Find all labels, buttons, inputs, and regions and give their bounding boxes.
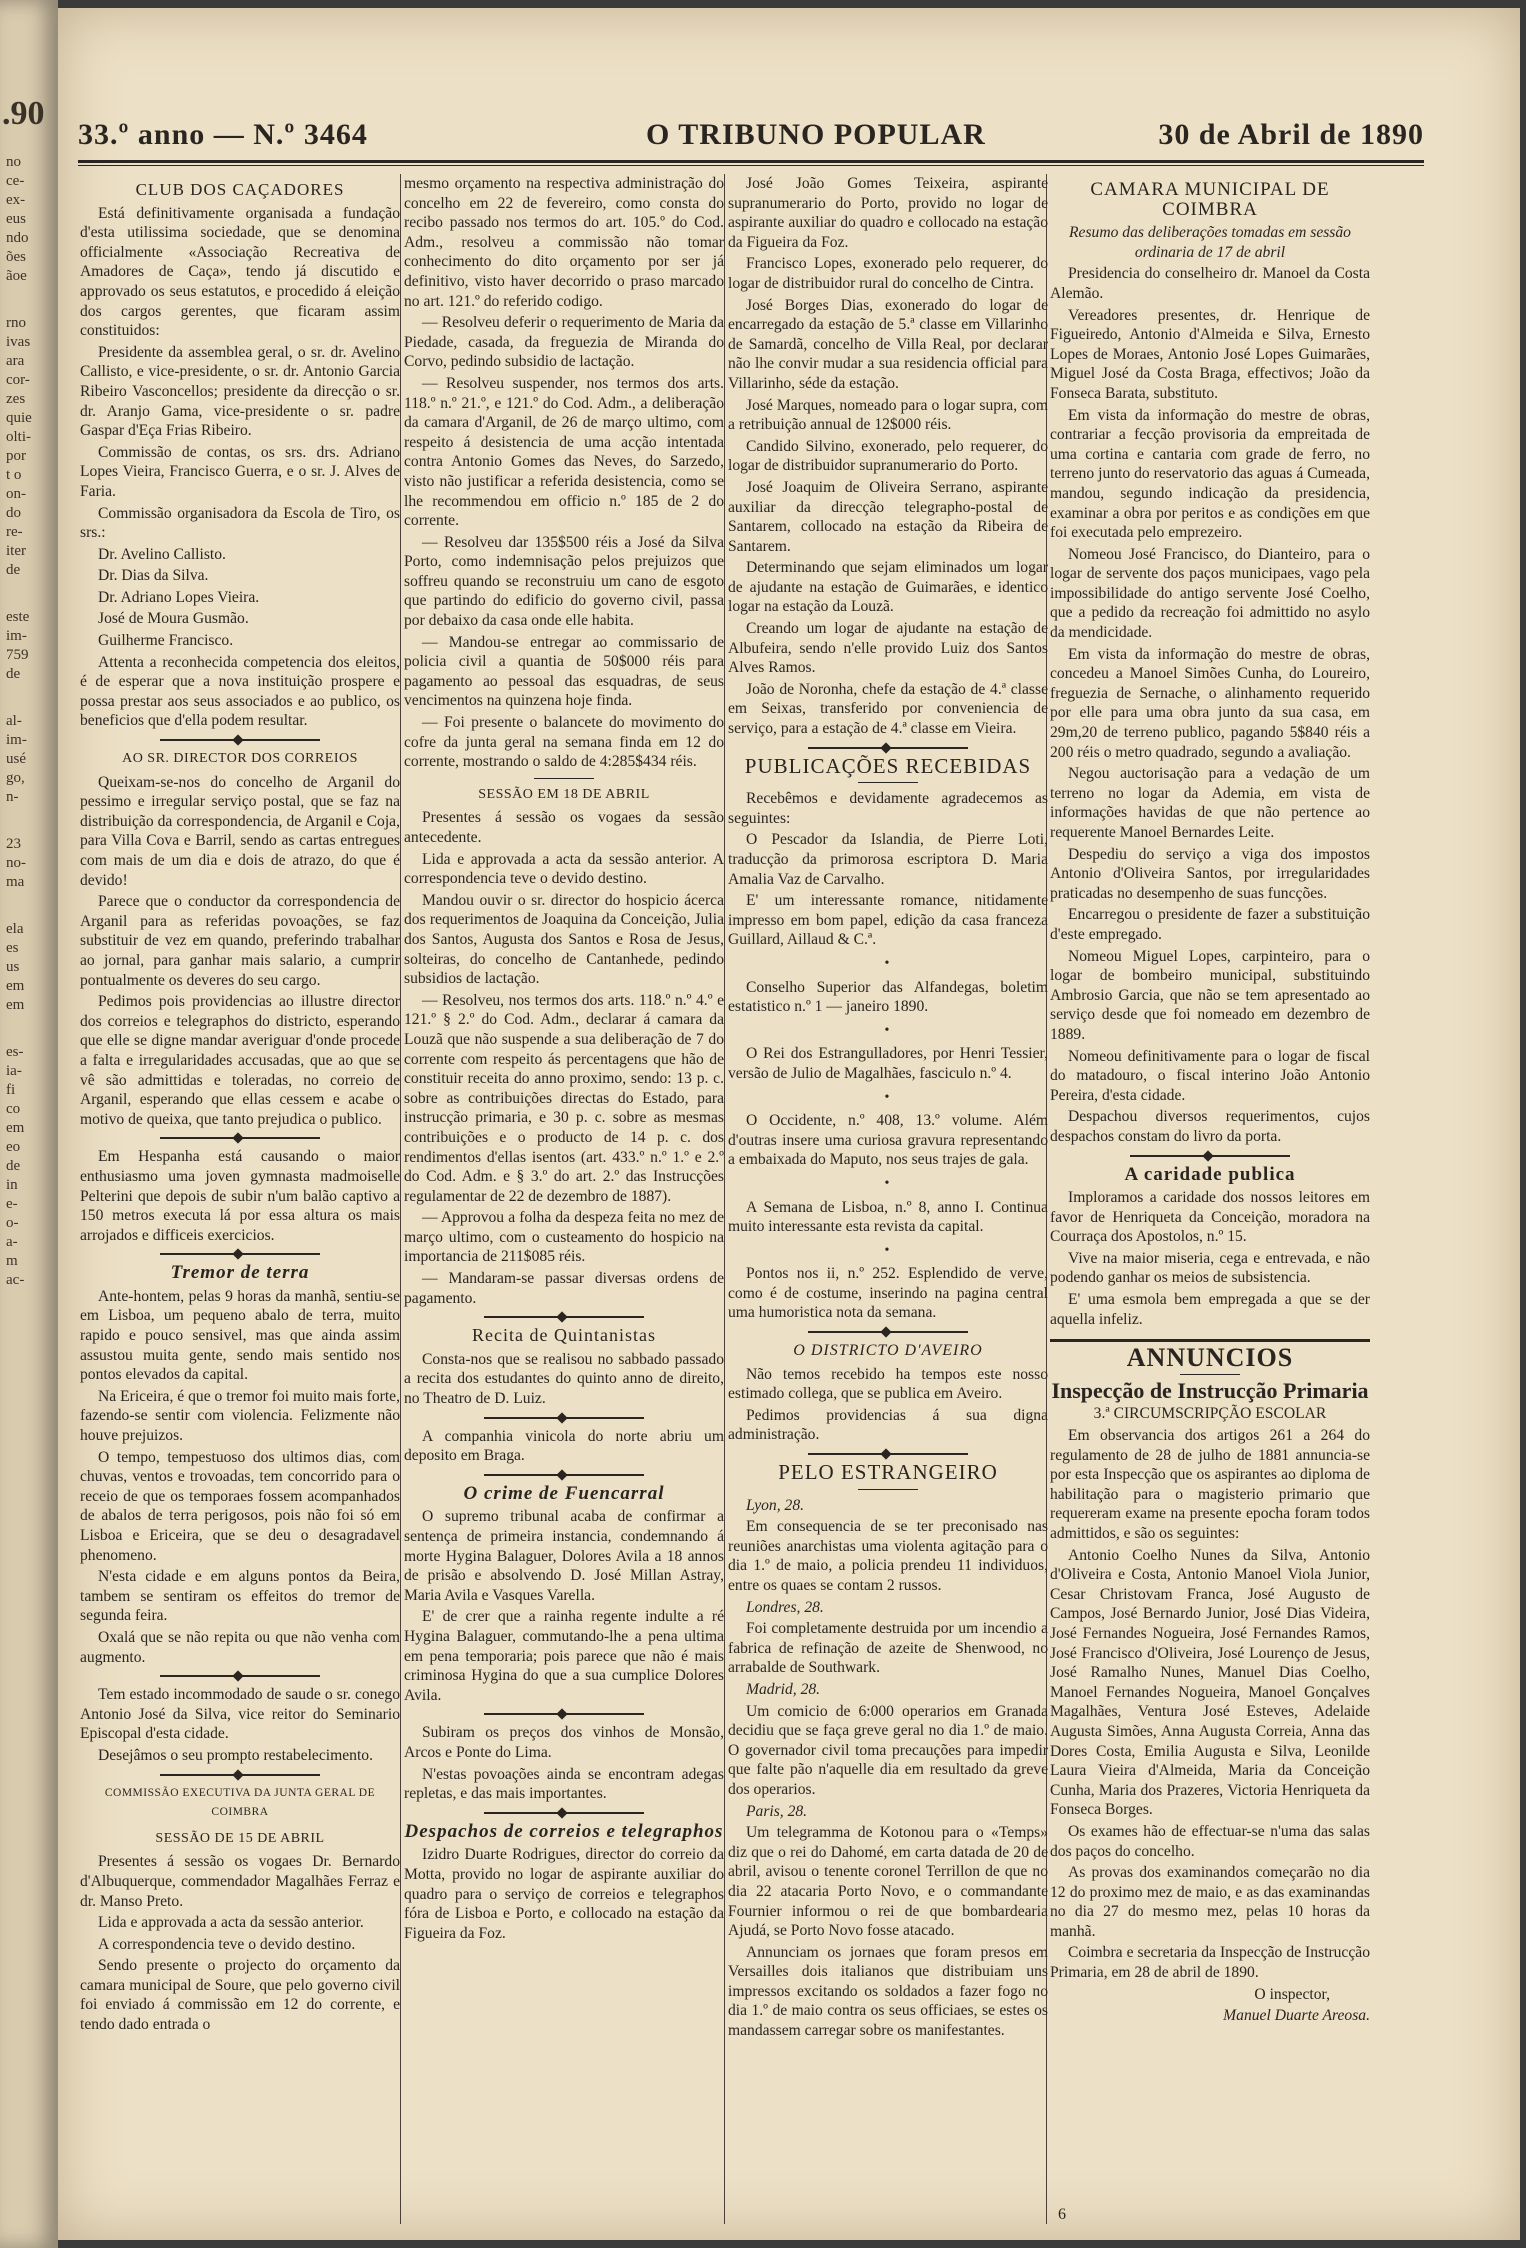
margin-fragment: quie bbox=[6, 410, 32, 426]
margin-fragment: .90 bbox=[2, 95, 45, 132]
margin-fragment: eus bbox=[6, 211, 26, 227]
paragraph: Em vista da informação do mestre de obras, concedeu a Manoel Simões Cunha, do Loureiro, freguezia de Sernache, o alinhamento requerido por elle para uma obra junto da sua casa, em 29m,20 de terreno publico, pagando 5$840 réis a 200 réis o metro quadrado, segundo a avaliação. bbox=[1050, 645, 1370, 761]
margin-fragment: es- bbox=[6, 1044, 24, 1060]
paragraph: — Mandaram-se passar diversas ordens de pagamento. bbox=[404, 1270, 724, 1307]
ad-heading: Inspecção de Instrucção Primaria bbox=[1051, 1377, 1369, 1403]
paragraph: Ante-hontem, pelas 9 horas da manhã, sentiu-se em Lisboa, um pequeno abalo de terra, muito rapido e pouco sensivel, mas que ainda assim assustou muita gente, sendo mais sentido nos pontos elevados da capital. bbox=[80, 1287, 400, 1384]
dateline: Paris, 28. bbox=[746, 1802, 808, 1820]
paragraph: Conselho Superior das Alfandegas, boletim estatistico n.º 1 — janeiro 1890. bbox=[728, 978, 1048, 1016]
margin-fragment: m bbox=[6, 1253, 18, 1269]
paragraph: As provas dos examinandos começarão no dia 12 do proximo mez de maio, e as das examinandas no dia 27 do mesmo mez, pelas 10 horas da manhã. bbox=[1050, 1864, 1370, 1940]
paragraph: Commissão de contas, os srs. drs. Adriano Lopes Vieira, Francisco Guerra, e o sr. J. Alves de Faria. bbox=[80, 443, 400, 500]
margin-fragment: em bbox=[6, 978, 25, 994]
paragraph: Annunciam os jornaes que foram presos em Versailles dois italianos que distribuiam uns impressos excitando os soldados a fazer fogo no dia 1.º de maio contra os seus officiaes, se estes os mandassem carregar sobre os manifestantes. bbox=[728, 1943, 1048, 2040]
paragraph: E' de crer que a rainha regente indulte a ré Hygina Balaguer, commutando-lhe a pena ultima em pena temporaria; pois parece que não é mais criminosa Hygina do que a sua cumplice Dolores Avila. bbox=[404, 1608, 724, 1704]
paragraph: Está definitivamente organisada a fundação d'esta utilissima sociedade, que se denomina officialmente «Associação Recreativa de Amadores de Caça», tendo já discutido e approvado os seus estatutos, e procedido á eleição dos cargos gerentes, que ficaram assim constituidos: bbox=[80, 204, 400, 340]
margin-fragment: de bbox=[6, 666, 21, 682]
margin-fragment: ac- bbox=[6, 1272, 25, 1288]
name-line: Dr. Dias da Silva. bbox=[98, 567, 209, 585]
paragraph: — Resolveu suspender, nos termos dos arts. 118.º n.º 21.º, e 121.º do Cod. Adm., a deliberação da camara d'Arganil, de 26 de março ultimo, com respeito á desistencia de uma acção intentada contra Antonio Gomes das Neves, do Sarzedo, visto não justificar a referida desistencia, como se lhe recommendou em officio n.º 185 de 2 do corrente. bbox=[404, 374, 724, 530]
margin-fragment: ãoe bbox=[6, 268, 27, 284]
paragraph: A companhia vinicola do norte abriu um deposito em Braga. bbox=[404, 1427, 724, 1465]
article-heading: Despachos de correios e telegraphos bbox=[404, 1820, 724, 1842]
paragraph: Nomeou José Francisco, do Dianteiro, para o logar de servente dos paços municipaes, vago pela impossibilidade do antigo servente José Coelho, que a pedido da recreação foi admittido no asylo da mendicidade. bbox=[1050, 545, 1370, 642]
paragraph: Presidencia do conselheiro dr. Manoel da Costa Alemão. bbox=[1050, 265, 1370, 302]
paragraph: Pedimos providencias á sua digna administração. bbox=[728, 1406, 1048, 1444]
column-3 bbox=[728, 174, 1048, 2043]
margin-fragment: n- bbox=[6, 789, 19, 805]
ad-subheading: 3.ª CIRCUMSCRIPÇÃO ESCOLAR bbox=[1093, 1405, 1327, 1423]
name-line: Guilherme Francisco. bbox=[98, 632, 234, 650]
margin-fragment: t o bbox=[6, 467, 22, 483]
paragraph: O supremo tribunal acaba de confirmar a sentença de primeira instancia, condemnando á morte Hygina Balaguer, Dolores Avila a 18 annos de prisão e absolvendo D. José Millan Astray, Maria Avila e Vasques Varella. bbox=[404, 1508, 724, 1604]
paragraph: Não temos recebido ha tempos este nosso estimado collega, que se publica em Aveiro. bbox=[728, 1365, 1048, 1403]
article-heading: Recita de Quintanistas bbox=[472, 1325, 656, 1346]
paragraph: Commissão organisadora da Escola de Tiro, os srs.: bbox=[80, 504, 400, 542]
paragraph: Tem estado incommodado de saude o sr. conego Antonio José da Silva, vice reitor do Seminario Episcopal d'esta cidade. bbox=[80, 1686, 400, 1743]
margin-fragment: cor- bbox=[6, 372, 30, 388]
article-heading: CLUB DOS CAÇADORES bbox=[135, 180, 345, 199]
newspaper-page bbox=[58, 8, 1520, 2240]
margin-fragment: ex- bbox=[6, 192, 26, 208]
margin-fragment: ela bbox=[6, 921, 24, 937]
paragraph: Candido Silvino, exonerado, pelo requerer, do logar de distribuidor supranumerario do Porto. bbox=[728, 437, 1048, 475]
name-line: José de Moura Gusmão. bbox=[98, 610, 249, 628]
paragraph: Os exames hão de effectuar-se n'uma das salas dos paços do concelho. bbox=[1050, 1822, 1370, 1860]
ornament-divider bbox=[808, 1331, 968, 1333]
paragraph: O Occidente, n.º 408, 13.º volume. Além d'outras insere uma curiosa gravura representando a embaixada do Maputo, nos seus trajes de gala. bbox=[728, 1112, 1048, 1169]
paragraph: Em Hespanha está causando o maior enthusiasmo uma joven gymnasta madmoiselle Pelterini que depois de subir n'um balão captivo a 150 metros executa lá por essa altura os mais arrojados e difficeis exercicios. bbox=[80, 1148, 400, 1244]
margin-fragment: em bbox=[6, 997, 25, 1013]
ornament-divider bbox=[160, 1253, 320, 1255]
margin-fragment: ões bbox=[6, 249, 26, 265]
paragraph: A correspondencia teve o devido destino. bbox=[98, 1935, 356, 1953]
column-2 bbox=[404, 174, 724, 1945]
margin-fragment: im- bbox=[6, 732, 27, 748]
paragraph: — Approvou a folha da despeza feita no mez de março ultimo, com o custeamento do hospicio na importancia de 211$085 réis. bbox=[404, 1209, 724, 1266]
margin-fragment: 759 bbox=[6, 647, 29, 663]
ornament-divider bbox=[484, 1417, 644, 1419]
signature-title: O inspector, bbox=[1254, 1985, 1330, 2003]
margin-fragment: por bbox=[6, 448, 26, 464]
paragraph: E' um interessante romance, nitidamente impresso em bom papel, edição da casa franceza Guillard, Aillaud & C.ª. bbox=[728, 892, 1048, 949]
paragraph: Na Ericeira, é que o tremor foi muito mais forte, fazendo-se sentir com violencia. Felizmente não houve prejuizos. bbox=[80, 1387, 400, 1445]
paragraph: Pedimos pois providencias ao illustre director dos correios e telegraphos do districto, esperando que elle se digne mandar averiguar d'onde procede a falta e irregularidades accusadas, que ao que se vê são admittidas e toleradas, no correio de Arganil, esperando que ellas cessem e acabe o motivo de queixa, que tanto prejudica o publico. bbox=[80, 993, 400, 1128]
dateline: Madrid, 28. bbox=[746, 1680, 821, 1698]
paragraph: Foi completamente destruida por um incendio a fabrica de refinação de azeite de Shenwood, no arrabalde de Southwark. bbox=[728, 1620, 1048, 1677]
paragraph: Nomeou Miguel Lopes, carpinteiro, para o logar de bombeiro municipal, substituindo Ambrosio Garcia, que não se tem apresentado ao serviço desde que foi nomeado em dezembro de 1889. bbox=[1050, 947, 1370, 1043]
paragraph: Um telegramma de Kotonou para o «Temps» diz que o rei do Dahomé, em carta datada de 20 de abril, avisou o tenente coronel Terrillon de que no dia 22 atacaria Porto Novo, e o commandante Fournier informou o rei de que bombardearia Ajudá, se Porto Novo fosse atacado. bbox=[728, 1824, 1048, 1940]
paragraph: José Marques, nomeado para o logar supra, com a retribuição annual de 12$000 réis. bbox=[728, 396, 1048, 434]
article-subheading: Resumo das deliberações tomadas em sessão ordinaria de 17 de abril bbox=[1069, 224, 1351, 261]
paragraph: A Semana de Lisboa, n.º 8, anno I. Continua muito interessante esta revista da capital. bbox=[728, 1198, 1048, 1236]
short-rule bbox=[1180, 1374, 1240, 1375]
paragraph: N'estas povoações ainda se encontram adegas repletas, e das mais importantes. bbox=[404, 1765, 724, 1803]
paragraph: Despediu do serviço a viga dos impostos Antonio d'Oliveira Santos, por irregularidades praticadas no desempenho de suas funcções. bbox=[1050, 845, 1370, 902]
margin-fragment: e- bbox=[6, 1196, 18, 1212]
paragraph: Vive na maior miseria, cega e entrevada, e não podendo ganhar os meios de subsistencia. bbox=[1050, 1249, 1370, 1287]
margin-fragment: rno bbox=[6, 315, 26, 331]
paragraph: Lida e approvada a acta da sessão anterior. A correspondencia teve o devido destino. bbox=[404, 850, 724, 888]
paragraph: Subiram os preços dos vinhos de Monsão, Arcos e Ponte do Lima. bbox=[404, 1724, 724, 1761]
short-rule bbox=[858, 782, 918, 783]
margin-fragment: o- bbox=[6, 1215, 19, 1231]
paragraph: — Foi presente o balancete do movimento do cofre da junta geral na semana finda em 12 do corrente, mostrando o saldo de 4:285$434 réis. bbox=[404, 714, 724, 771]
margin-fragment: go, bbox=[6, 770, 25, 786]
small-separator: • bbox=[884, 1022, 892, 1038]
ornament-divider bbox=[160, 739, 320, 741]
paragraph: Izidro Duarte Rodrigues, director do correio da Motta, provido no logar de aspirante auxiliar do quadro para o serviço de correios e telegraphos fóra de Lisboa e Porto, e collocado na estação da Figueira da Foz. bbox=[404, 1846, 724, 1942]
name-line: Dr. Avelino Callisto. bbox=[98, 545, 226, 563]
header-rule bbox=[78, 160, 1424, 163]
margin-fragment: co bbox=[6, 1101, 21, 1117]
paragraph: Em vista da informação do mestre de obras, contrariar a fecção provisoria da empreitada de uma cortina e cantaria com grade de ferro, no terreno junto do reservatorio das aguas á Cumeada, mandou, segundo indicação da presidencia, examinar a obra por peritos e as condições em que foi executada pelo emprezeiro. bbox=[1050, 406, 1370, 542]
margin-fragment: ia- bbox=[6, 1063, 22, 1079]
margin-fragment: ara bbox=[6, 353, 25, 369]
dateline: Londres, 28. bbox=[746, 1598, 824, 1616]
small-separator: • bbox=[884, 1175, 892, 1191]
ornament-divider bbox=[484, 1316, 644, 1318]
masthead bbox=[78, 118, 1424, 158]
margin-fragment: iter bbox=[6, 543, 26, 559]
name-line: Dr. Adriano Lopes Vieira. bbox=[98, 588, 260, 606]
paragraph: Pontos nos ii, n.º 252. Esplendido de verve, como é de costume, inserindo na pagina central uma humoristica nota da semana. bbox=[728, 1265, 1048, 1322]
paragraph: Nomeou definitivamente para o logar de fiscal do matadouro, o fiscal interino João Antonio Pereira, d'esta cidade. bbox=[1050, 1047, 1370, 1104]
margin-fragment: es bbox=[6, 940, 19, 956]
margin-fragment: eo bbox=[6, 1139, 21, 1155]
article-subheading: SESSÃO EM 18 DE ABRIL bbox=[478, 786, 650, 802]
margin-fragment: on- bbox=[6, 486, 26, 502]
paragraph: — Resolveu deferir o requerimento de Maria da Piedade, casada, da freguezia de Miranda do Corvo, pedindo subsidio de lactação. bbox=[404, 314, 724, 371]
article-heading: Tremor de terra bbox=[170, 1262, 310, 1284]
paragraph: Sendo presente o projecto do orçamento da camara municipal de Soure, que pelo governo civil foi enviado á commissão em 12 do corrente, e tendo dado entrada o bbox=[80, 1957, 400, 2034]
paragraph: Parece que o conductor da correspondencia de Arganil para as referidas povoações, se faz substituir de vez em quando, preferindo trabalhar ao jornal, para ganhar mais salario, a cumprir pontualmente os deveres do seu cargo. bbox=[80, 893, 400, 989]
short-rule bbox=[534, 778, 594, 779]
article-heading: O DISTRICTO D'AVEIRO bbox=[793, 1342, 983, 1360]
margin-fragment: ndo bbox=[6, 230, 29, 246]
header-rule-thin bbox=[78, 165, 1424, 166]
paragraph: Consta-nos que se realisou no sabbado passado a recita dos estudantes do quinto anno de direito, no Theatro de D. Luiz. bbox=[404, 1350, 724, 1408]
small-separator: • bbox=[884, 1089, 892, 1105]
paragraph: Queixam-se-nos do concelho de Arganil do pessimo e irregular serviço postal, que se faz na distribuição da correspondencia, de Arganil e Coja, para Villa Cova e Barril, sendo as cartas entregues com mais de um dia e dois de atrazo, do que é devido! bbox=[80, 773, 400, 889]
margin-fragment: usé bbox=[6, 751, 26, 767]
margin-fragment: ivas bbox=[6, 334, 31, 350]
article-heading: A caridade publica bbox=[1124, 1163, 1296, 1185]
paragraph: — Mandou-se entregar ao commissario de policia civil a quantia de 50$000 réis para pagamento ao pessoal das esquadras, de seus vencimentos na quinzena hoje finda. bbox=[404, 633, 724, 710]
paragraph: Imploramos a caridade dos nossos leitores em favor de Henriqueta da Conceição, moradora na Courraça dos Apostolos, n.º 15. bbox=[1050, 1189, 1370, 1246]
margin-fragment: 23 bbox=[6, 836, 21, 852]
paragraph: Lida e approvada a acta da sessão anterior. bbox=[98, 1914, 364, 1932]
paragraph: N'esta cidade e em alguns pontos da Beira, tambem se sentiram os effeitos do tremor de segunda feira. bbox=[80, 1568, 400, 1625]
paragraph: Vereadores presentes, dr. Henrique de Figueiredo, Antonio d'Almeida e Silva, Ernesto Lopes de Moraes, Antonio José Lopes Guimarães, Miguel José da Costa Braga, effectivos; João da Fonseca Barata, substituto. bbox=[1050, 306, 1370, 402]
paragraph: Francisco Lopes, exonerado pelo requerer, do logar de distribuidor rural do concelho de Cintra. bbox=[728, 255, 1048, 292]
paragraph: Creando um logar de ajudante na estação de Albufeira, sendo n'elle provido Luiz dos Santos Alves Ramos. bbox=[728, 620, 1048, 677]
margin-fragment: no- bbox=[6, 855, 26, 871]
paragraph: O Pescador da Islandia, de Pierre Loti, traducção da primorosa escriptora D. Maria Amalia Vaz de Carvalho. bbox=[728, 831, 1048, 888]
margin-fragment: a- bbox=[6, 1234, 18, 1250]
ornament-divider bbox=[160, 1675, 320, 1677]
paragraph: Recebêmos e devidamente agradecemos as seguintes: bbox=[728, 790, 1048, 827]
margin-fragment: no bbox=[6, 154, 21, 170]
issue-number: 33.º anno — N.º 3464 bbox=[78, 118, 368, 151]
paragraph: mesmo orçamento na respectiva administração do concelho em 22 de fevereiro, como consta do recibo passado nos termos do art. 105.º do Cod. Adm., resolveu a commissão não tomar conhecimento do dito orçamento por ser já definitivo, visto haver decorrido o praso marcado no art. 121.º do referido codigo. bbox=[404, 175, 724, 310]
ornament-divider bbox=[808, 747, 968, 749]
ornament-divider bbox=[484, 1812, 644, 1814]
paragraph: João de Noronha, chefe da estação de 4.ª classe em Seixas, transferido por conveniencia de serviço, para a estação de 4.ª classe em Vieira. bbox=[728, 680, 1048, 738]
article-heading: O crime de Fuencarral bbox=[463, 1482, 665, 1504]
page-number: 6 bbox=[1058, 2206, 1066, 2223]
article-heading: AO SR. DIRECTOR DOS CORREIOS bbox=[122, 751, 358, 767]
margin-fragment: zes bbox=[6, 391, 26, 407]
margin-fragment: re- bbox=[6, 524, 23, 540]
paragraph: Presidente da assemblea geral, o sr. dr. Avelino Callisto, e vice-presidente, o sr. dr. Antonio Garcia Ribeiro Vasconcellos; presidente da direcção o sr. dr. Aranjo Gama, vice-presidente o sr. padre Gaspar d'Eça Frias Ribeiro. bbox=[80, 343, 400, 440]
article-heading: CAMARA MUNICIPAL DE COIMBRA bbox=[1090, 179, 1330, 220]
paragraph: Encarregou o presidente de fazer a substituição d'este empregado. bbox=[1050, 906, 1370, 943]
article-heading: COMMISSÃO EXECUTIVA DA JUNTA GERAL DE COIMBRA bbox=[104, 1786, 376, 1819]
ornament-divider bbox=[160, 1137, 320, 1139]
paragraph: Presentes á sessão os vogaes Dr. Bernardo d'Albuquerque, commendador Magalhães Ferraz e dr. Manso Preto. bbox=[80, 1853, 400, 1910]
column-4 bbox=[1050, 174, 1370, 2028]
ornament-divider bbox=[160, 1774, 320, 1776]
short-rule bbox=[858, 1489, 918, 1490]
article-subheading: SESSÃO DE 15 DE ABRIL bbox=[155, 1830, 325, 1846]
ornament-divider bbox=[484, 1713, 644, 1715]
paragraph: Desejâmos o seu prompto restabelecimento. bbox=[98, 1746, 373, 1764]
margin-fragment: ce- bbox=[6, 173, 25, 189]
margin-fragment: de bbox=[6, 1158, 21, 1174]
section-heading: ANNUNCIOS bbox=[1126, 1343, 1294, 1373]
small-separator: • bbox=[884, 1242, 892, 1258]
paragraph: Um comicio de 6:000 operarios em Granada decidiu que se faça greve geral no dia 1.º de maio. O governador civil toma precauções para impedir que falte pão n'aquelle dia em resultado da greve dos operarios. bbox=[728, 1702, 1048, 1798]
paragraph: José Borges Dias, exonerado do logar de encarregado da estação de 5.ª classe em Villarinho de Samardã, concelho de Villa Real, por declarar não lhe convir mudar a sua residencia official para Villarinho, séde da estação. bbox=[728, 296, 1048, 392]
margin-fragment: em bbox=[6, 1120, 25, 1136]
newspaper-title: O TRIBUNO POPULAR bbox=[646, 118, 986, 151]
margin-fragment: olti- bbox=[6, 429, 31, 445]
margin-fragment: in bbox=[6, 1177, 18, 1193]
issue-date: 30 de Abril de 1890 bbox=[1158, 118, 1424, 151]
section-rule bbox=[1050, 1339, 1370, 1342]
paragraph: José Joaquim de Oliveira Serrano, aspirante auxiliar da direcção telegrapho-postal de Santarem, collocado na estação da Ribeira de Santarem. bbox=[728, 478, 1048, 555]
paragraph: Despachou diversos requerimentos, cujos despachos constam do livro da porta. bbox=[1050, 1108, 1370, 1145]
paragraph: O Rei dos Estrangulladores, por Henri Tessier, versão de Julio de Magalhães, fasciculo n.º 4. bbox=[728, 1045, 1048, 1082]
paragraph: — Resolveu dar 135$500 réis a José da Silva Porto, como indemnisação pelos prejuizos que soffreu quando se reconstruiu um cano de esgoto que partindo do edificio do governo civil, passa por debaixo da casa onde elle habita. bbox=[404, 533, 724, 630]
article-heading: PUBLICAÇÕES RECEBIDAS bbox=[744, 753, 1032, 778]
paragraph: E' uma esmola bem empregada a que se der aquella infeliz. bbox=[1050, 1291, 1370, 1328]
margin-fragment: do bbox=[6, 505, 21, 521]
paragraph: Mandou ouvir o sr. director do hospicio ácerca dos requerimentos de Joaquina da Conceição, Julia dos Santos, Augusta dos Santos e Rosa de Jesus, solteiras, do concelho de Cantanhede, pedindo subsidios de lactação. bbox=[404, 891, 724, 988]
margin-fragment: fi bbox=[6, 1082, 16, 1098]
paragraph: Em observancia dos artigos 261 a 264 do regulamento de 28 de julho de 1881 annuncia-se por esta Inspecção que os aspirantes ao diploma de habilitação para o magisterio primario que requereram exame na presente epocha foram todos admittidos, e são os seguintes: bbox=[1050, 1427, 1370, 1542]
dateline: Lyon, 28. bbox=[746, 1496, 805, 1514]
paragraph: José João Gomes Teixeira, aspirante supranumerario do Porto, provido no logar de aspirante auxiliar do quadro e collocado na estação da Figueira da Foz. bbox=[728, 175, 1048, 251]
ornament-divider bbox=[1130, 1155, 1290, 1157]
column-divider bbox=[400, 174, 401, 2224]
paragraph: Oxalá que se não repita ou que não venha com augmento. bbox=[80, 1628, 400, 1666]
paragraph: Attenta a reconhecida competencia dos eleitos, é de esperar que a nova instituição prospere e possa prestar aos seus associados e ao publico, os beneficios que d'ella podem resultar. bbox=[80, 653, 400, 730]
ornament-divider bbox=[484, 1474, 644, 1476]
margin-fragment: ma bbox=[6, 874, 25, 890]
margin-fragment: este bbox=[6, 609, 30, 625]
margin-fragment: al- bbox=[6, 713, 22, 729]
paragraph: O tempo, tempestuoso dos ultimos dias, com chuvas, ventos e trovoadas, tem concorrido para o receio de que os temporaes fossem acompanhados de abalos de terra perigosos, pois não foi só em Lisboa e Ericeira, que se deu o desagradavel phenomeno. bbox=[80, 1448, 400, 1564]
margin-fragment: us bbox=[6, 959, 20, 975]
ornament-divider bbox=[808, 1453, 968, 1455]
column-divider bbox=[724, 174, 725, 2224]
paragraph: Em consequencia de se ter preconisado nas reuniões anarchistas uma violenta agitação para o dia 1.º de maio, a policia prendeu 11 individuos, entre os quaes se contam 2 russos. bbox=[728, 1518, 1048, 1594]
small-separator: • bbox=[884, 955, 892, 971]
paragraph: Antonio Coelho Nunes da Silva, Antonio d'Oliveira e Costa, Antonio Manoel Viola Junior, Cesar Christovam Franca, José Augusto de Campos, José Bernardo Junior, José Dias Videira, José Fernandes Nogueira, José Fernandes Ramos, José Francisco d'Oliveira, José Lourenço de Jesus, José Ramalho Nunes, Manuel Dias Coelho, Manoel Fernandes Nogueira, Manoel Gonçalves Magalhães, Ventura José Esteves, Adelaide Augusta Simões, Anna Augusta Correia, Anna das Dores Costa, Emilia Augusta e Silva, Leonilde Laura Vieira d'Almeida, Maria da Conceição Cunha, Maria dos Prazeres, Victoria Henriqueta da Fonseca Borges. bbox=[1050, 1546, 1370, 1819]
previous-page-edge bbox=[0, 0, 58, 2248]
paragraph: Coimbra e secretaria da Inspecção de Instrucção Primaria, em 28 de abril de 1890. bbox=[1050, 1944, 1370, 1982]
article-heading: PELO ESTRANGEIRO bbox=[778, 1460, 998, 1485]
paragraph: Negou auctorisação para a vedação de um terreno no logar da Ademia, em vista de informações havidas de que não pertence ao requerente Manoel Bernardes Leite. bbox=[1050, 765, 1370, 841]
signature-name: Manuel Duarte Areosa. bbox=[1223, 2007, 1370, 2025]
column-1 bbox=[80, 174, 400, 2037]
margin-fragment: de bbox=[6, 562, 21, 578]
paragraph: — Resolveu, nos termos dos arts. 118.º n.º 4.º e 121.º § 2.º do Cod. Adm., declarar á camara da Louzã que não suspende a sua deliberação de 7 do corrente com respeito ás percentagens que hão de constituir receita do anno proximo, sendo: 13 p. c. sobre as contribuições directas do Estado, para instrucção primaria, e 30 p. c. sobre as mesmas contribuições e o producto de 14 p. c. dos rendimentos d'ellas isentos (art. 433.º n.º 1.º e 2.º do Cod. Adm. e § 3.º do art. 2.º das Instrucções regulamentar de 22 de dezembro de 1887). bbox=[404, 991, 724, 1205]
paragraph: Determinando que sejam eliminados um logar de ajudante na estação de Guimarães, e identico logar na estação da Louzã. bbox=[728, 559, 1048, 616]
paragraph: Presentes á sessão os vogaes da sessão antecedente. bbox=[404, 809, 724, 846]
margin-fragment: im- bbox=[6, 628, 27, 644]
